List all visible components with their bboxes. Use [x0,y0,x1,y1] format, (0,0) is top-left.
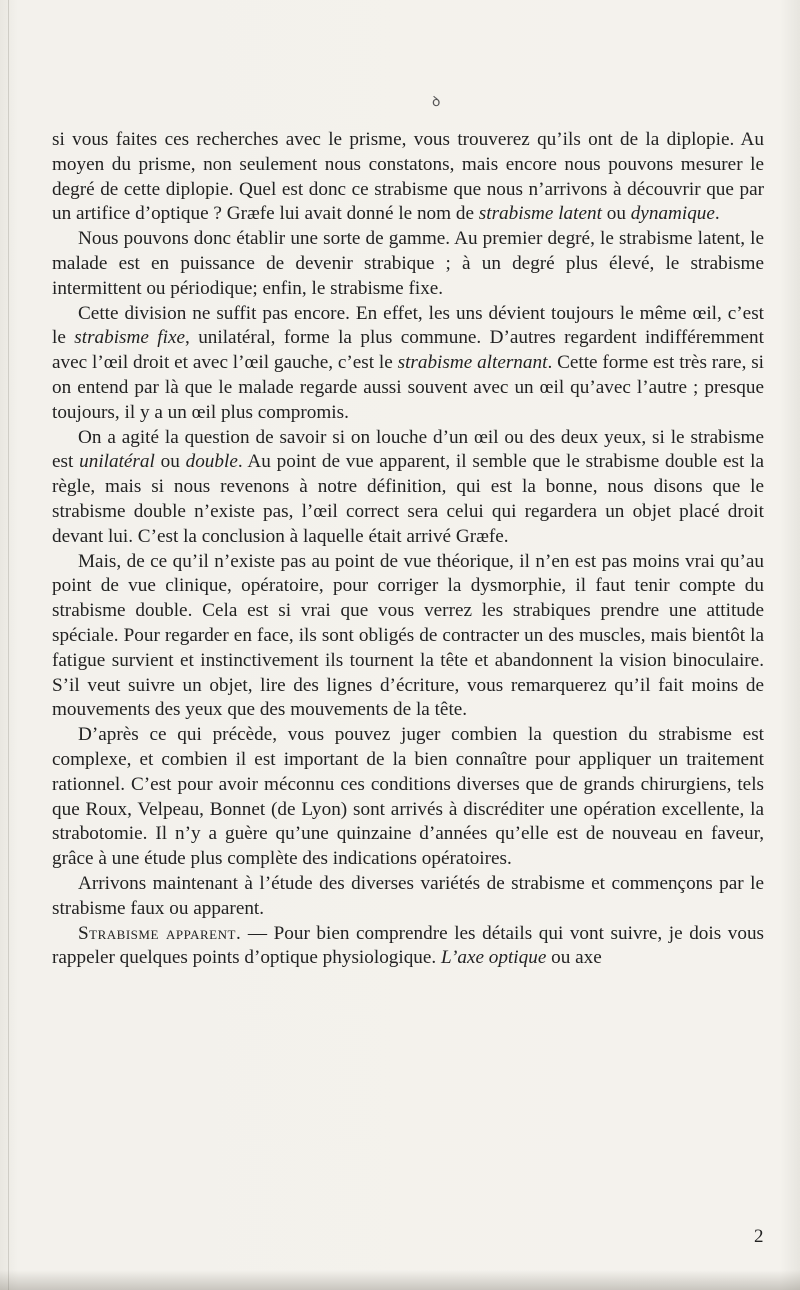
body-text [52,128,764,971]
paragraph-8: Strabisme apparent. — Pour bien comprendre les détails qui vont suivre, je dois vous rappeler quelques points d’optique physiologique. L’axe optique ou axe [52,922,765,969]
signature-mark: ꝺ [432,95,441,110]
paragraph-6: D’après ce qui précède, vous pouvez juger combien la question du strabisme est complexe, et combien il est important de la bien connaître pour appliquer un traitement rationnel. C’est pour avoir méconnu ces conditions diverses que de grands chirurgiens, tels que Roux, Velpeau, Bonnet (de Lyon) sont arrivés à discréditer une opération excellente, la strabotomie. Il n’y a guère qu’une quinzaine d’années qu’elle est de nouveau en faveur, grâce à une étude plus complète des indications opératoires. [52,724,764,870]
paragraph-1: si vous faites ces recherches avec le prisme, vous trouverez qu’ils ont de la diplopie. Au moyen du prisme, non seulement nous constatons, mais encore nous pouvons mesurer le degré de cette diplopie. Quel est donc ce strabisme que nous n’arrivons à découvrir que par un artifice d’optique ? Græfe lui avait donné le nom de strabisme latent ou dynamique. [52,129,764,225]
term-dynamique: dynamique [630,203,715,225]
paragraph-2: Nous pouvons donc établir une sorte de gamme. Au premier degré, le strabisme latent, le malade est en puissance de devenir strabique ; à un degré plus élevé, le strabisme intermittent ou périodique; enfin, le strabisme fixe. [52,228,764,299]
term-strabisme-fixe: strabisme fixe [74,327,185,349]
term-axe-optique: L’axe optique [441,947,547,969]
paragraph-3: Cette division ne suffit pas encore. En effet, les uns dévient toujours le même œil, c’est le strabisme fixe, unilatéral, forme la plus commune. D’autres regardent indifféremment avec l’œil droit et avec l’œil gauche, c’est le strabisme alternant. Cette forme est très rare, si on entend par là que le malade regarde aussi souvent avec un œil qu’avec l’autre ; presque toujours, il y a un œil plus compromis. [52,302,765,423]
section-heading: Strabisme apparent. [78,922,242,944]
term-strabisme-alternant: strabisme alternant [397,352,548,374]
page-bottom-shadow [0,1270,800,1290]
paragraph-7: Arrivons maintenant à l’étude des diverses variétés de strabisme et commençons par le strabisme faux ou apparent. [52,872,764,919]
page-edge-line [8,0,9,1290]
term-strabisme-latent: strabisme latent [478,203,602,225]
term-double: double [185,451,238,473]
paragraph-5: Mais, de ce qu’il n’existe pas au point de vue théorique, il n’en est pas moins vrai qu’au point de vue clinique, opératoire, pour corriger la dysmorphie, il faut tenir compte du strabisme double. Cela est si vrai que vous verrez les strabiques prendre une attitude spéciale. Pour regarder en face, ils sont obligés de contracter un des muscles, mais bientôt la fatigue survient et instinctivement ils tournent la tête et abandonnent la vision binoculaire. S’il veut suivre un objet, lire des lignes d’écriture, vous remarquerez qu’il fait moins de mouvements des yeux que des mouvements de la tête. [52,550,764,721]
term-unilateral: unilatéral [79,451,155,473]
page-number: 2 [754,1226,764,1247]
paragraph-4: On a agité la question de savoir si on louche d’un œil ou des deux yeux, si le strabisme est unilatéral ou double. Au point de vue apparent, il semble que le strabisme double est la règle, mais si nous revenons à notre définition, qui est la bonne, nous disons que le strabisme double n’existe pas, l’œil correct sera celui qui regardera un objet placé droit devant lui. C’est la conclusion à laquelle était arrivé Græfe. [52,426,765,547]
